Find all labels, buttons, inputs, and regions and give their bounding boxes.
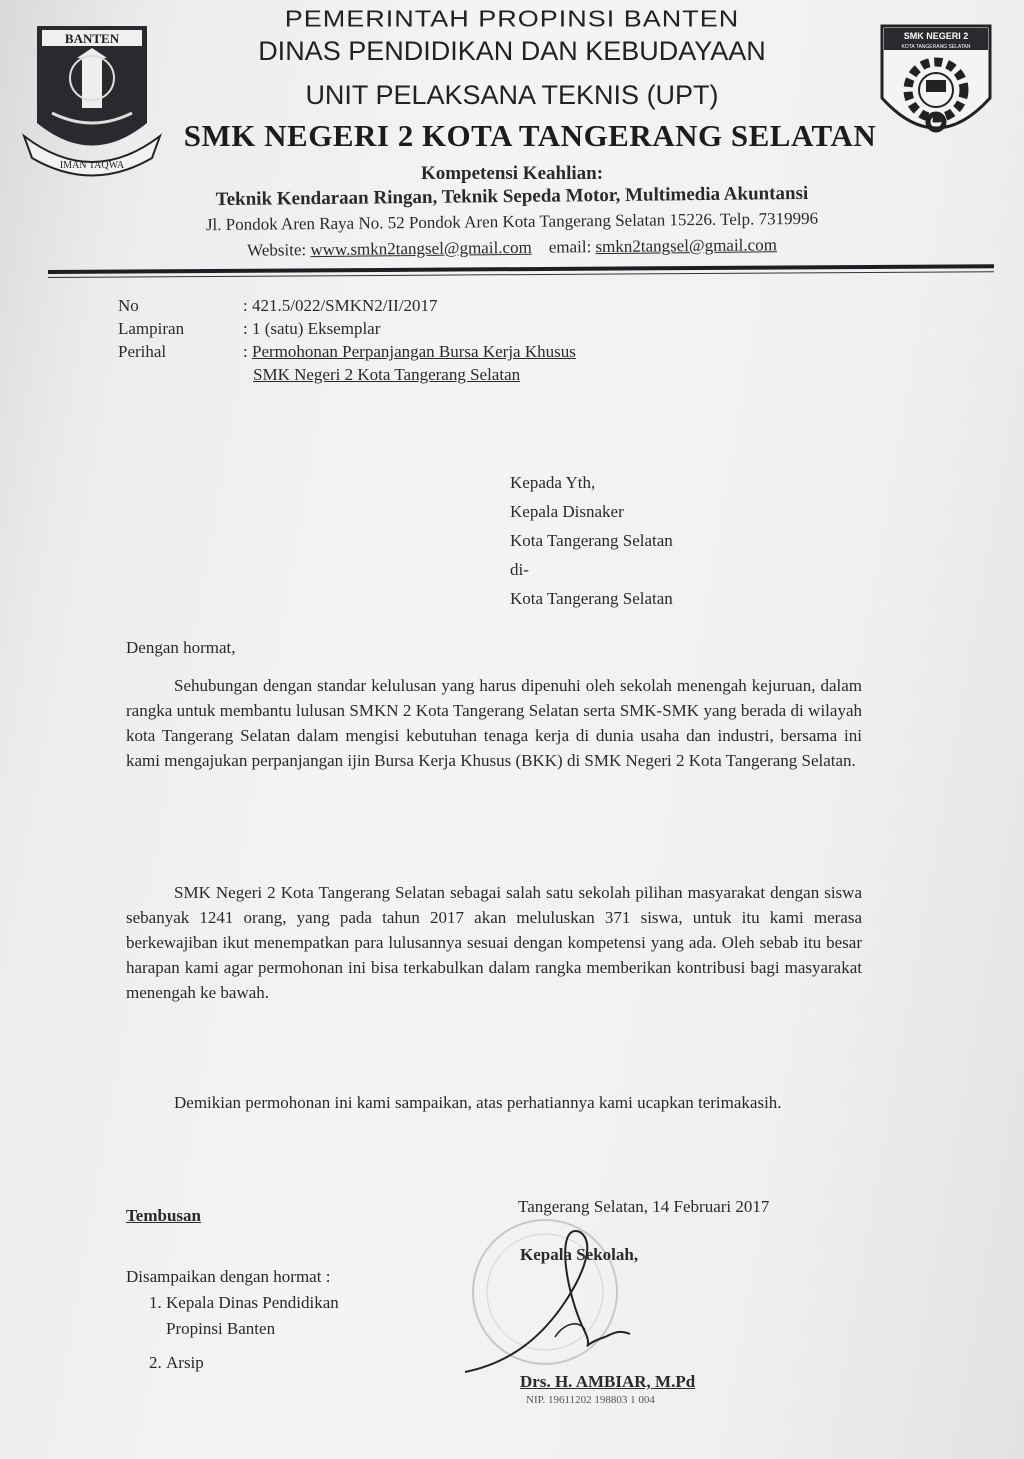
logo-right-text: SMK NEGERI 2 xyxy=(903,31,969,41)
recipient-line: Kota Tangerang Selatan xyxy=(510,589,673,608)
cc-list xyxy=(126,1290,396,1376)
meta-values xyxy=(243,294,576,386)
government-heading: PEMERINTAH PROPINSI BANTEN xyxy=(284,6,740,32)
school-name: SMK NEGERI 2 KOTA TANGERANG SELATAN xyxy=(183,118,877,153)
competency-list: Teknik Kendaraan Ringan, Teknik Sepeda Motor, Multimedia Akuntansi xyxy=(215,182,809,211)
subject-line-1: Permohonan Perpanjangan Bursa Kerja Khusus xyxy=(251,342,576,361)
school-address: Jl. Pondok Aren Raya No. 52 Pondok Aren Kota Tangerang Selatan 15226. Telp. 7319996 xyxy=(205,208,819,235)
paragraph-3: Demikian permohonan ini kami sampaikan, atas perhatiannya kami ucapkan terimakasih. xyxy=(174,1093,782,1112)
subject-label: Perihal xyxy=(118,342,167,361)
signatory-position: Kepala Sekolah, xyxy=(520,1245,639,1264)
attachment-label: Lampiran xyxy=(118,319,185,338)
unit-heading: UNIT PELAKSANA TEKNIS (UPT) xyxy=(305,80,719,110)
attachment-value: : 1 (satu) Eksemplar xyxy=(243,319,381,338)
place-and-date: Tangerang Selatan, 14 Februari 2017 xyxy=(518,1197,770,1216)
cc-item: 1. Kepala Dinas Pendidikan Propinsi Banten xyxy=(166,1290,396,1342)
email-link[interactable]: smkn2tangsel@gmail.com xyxy=(595,235,777,257)
cc-intro: Disampaikan dengan hormat : xyxy=(126,1267,331,1286)
subject-colon: : xyxy=(243,342,252,361)
salutation: Dengan hormat, xyxy=(126,638,236,657)
cc-heading: Tembusan xyxy=(126,1206,201,1225)
recipient-line: Kota Tangerang Selatan xyxy=(510,531,673,550)
website-label: Website: xyxy=(247,240,307,260)
recipient-line: Kepala Disnaker xyxy=(510,502,624,521)
department-heading: DINAS PENDIDIKAN DAN KEBUDAYAAN xyxy=(258,36,766,66)
competency-label: Kompetensi Keahlian: xyxy=(420,163,604,184)
official-stamp-and-signature xyxy=(455,1212,635,1382)
logo-left-bottom-text: IMAN TAQWA xyxy=(59,160,125,171)
paragraph-1: Sehubungan dengan standar kelulusan yang harus dipenuhi oleh sekolah menengah kejuruan, dalam rangka untuk membantu lulusan SMKN 2 Kota Tangerang Selatan serta SMK-SMK yang berada di wilayah kota Tangerang Selatan dalam mengisi kebutuhan tenaga kerja di dunia usaha dan industri, bersama ini kami mengajukan perpanjangan ijin Bursa Kerja Khusus (BKK) di SMK Negeri 2 Kota Tangerang Selatan. xyxy=(126,676,862,770)
recipient-line: di- xyxy=(510,560,529,579)
meta-labels xyxy=(118,294,184,363)
signatory-nip: NIP. 19611202 198803 1 004 xyxy=(526,1394,655,1406)
website-link[interactable]: www.smkn2tangsel@gmail.com xyxy=(310,237,532,260)
subject-line-2: SMK Negeri 2 Kota Tangerang Selatan xyxy=(253,365,521,384)
recipient-line: Kepada Yth, xyxy=(510,473,596,492)
logo-left-top-text: BANTEN xyxy=(64,31,120,46)
contact-line xyxy=(0,233,1024,264)
no-value: : 421.5/022/SMKN2/II/2017 xyxy=(243,296,438,315)
no-label: No xyxy=(118,296,139,315)
logo-right-subtext: KOTA TANGERANG SELATAN xyxy=(901,44,971,50)
subject-value xyxy=(243,340,576,363)
paragraph-2: SMK Negeri 2 Kota Tangerang Selatan sebagai salah satu sekolah pilihan masyarakat dengan siswa sebanyak 1241 orang, yang pada tahun 2017 akan meluluskan 371 siswa, untuk itu kami merasa berkewajiban ikut menempatkan para lulusannya sesuai dengan kompetensi yang ada. Oleh sebab itu besar harapan kami agar permohonan ini bisa terkabulkan dalam rangka memberikan kontribusi bagi masyarakat menengah ke bawah. xyxy=(126,883,862,1002)
subject-value-2 xyxy=(243,363,576,386)
email-label: email: xyxy=(548,237,592,257)
recipient-block xyxy=(510,468,673,613)
signatory-name: Drs. H. AMBIAR, M.Pd xyxy=(520,1372,696,1391)
cc-item: 2. Arsip xyxy=(166,1350,396,1376)
